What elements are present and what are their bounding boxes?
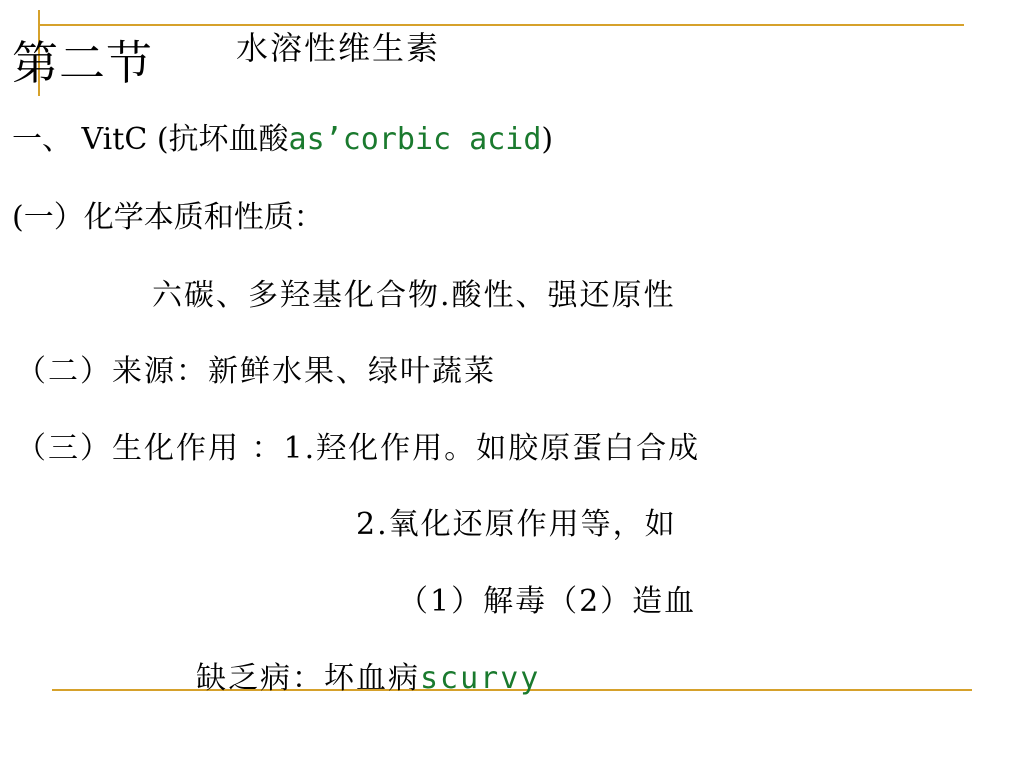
deficiency-label: 缺乏病：坏血病	[196, 661, 420, 696]
deficiency-line	[196, 661, 541, 696]
section-title: 水溶性维生素	[236, 29, 441, 67]
deficiency-english: scurvy	[420, 661, 541, 696]
function-line-3: （1）解毒（2）造血	[398, 584, 697, 619]
vitc-heading	[12, 122, 554, 157]
function-line: （三）生化作用 ：1.羟化作用。如胶原蛋白合成	[16, 431, 701, 466]
section-number: 第二节	[12, 36, 153, 90]
vitc-heading-prefix: 一、 VitC (抗坏血酸	[12, 122, 289, 157]
vitc-heading-suffix: )	[541, 122, 554, 157]
chemistry-heading: (一）化学本质和性质：	[12, 200, 324, 235]
top-accent-rule	[38, 24, 964, 26]
chemistry-body: 六碳、多羟基化合物.酸性、强还原性	[152, 278, 676, 313]
source-line: （二）来源：新鲜水果、绿叶蔬菜	[16, 354, 496, 389]
vitc-heading-english: as’corbic acid	[288, 122, 542, 157]
function-line-2: 2.氧化还原作用等，如	[356, 507, 677, 542]
